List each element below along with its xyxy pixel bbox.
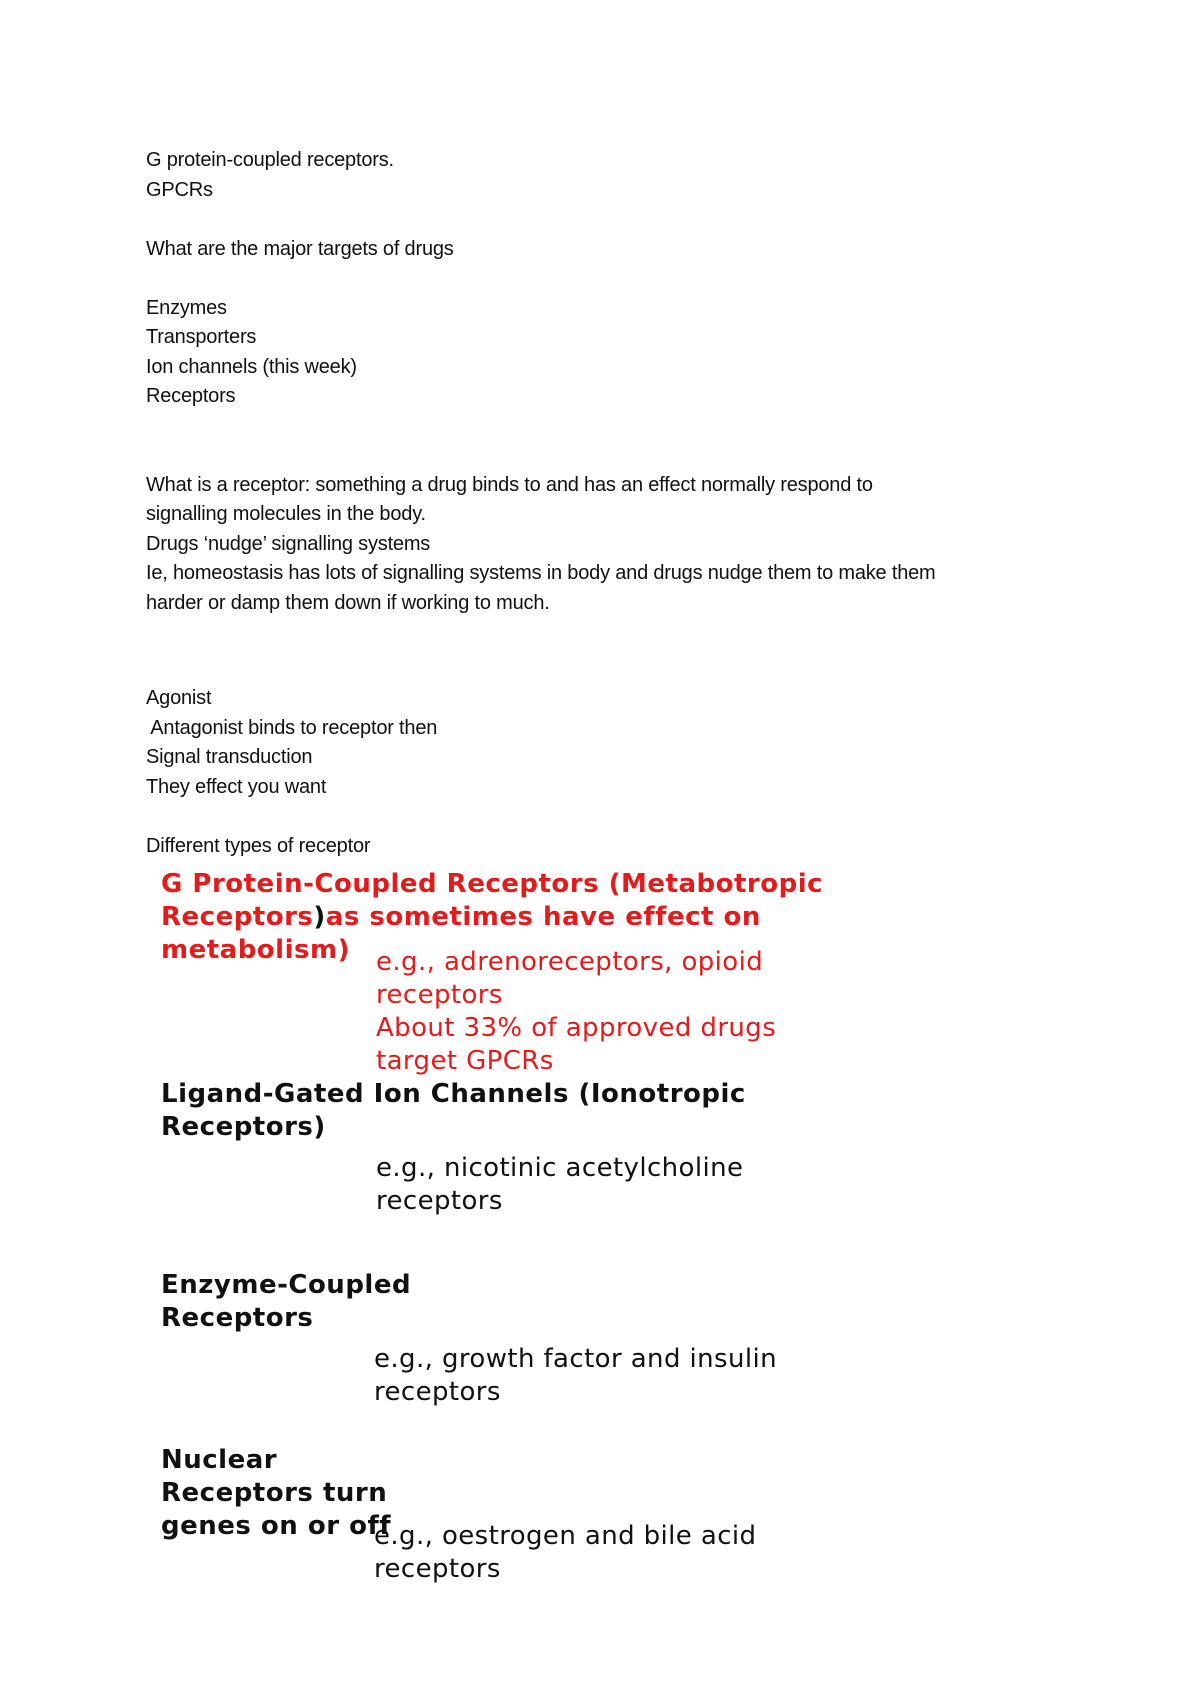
nuclear-description-line: e.g., oestrogen and bile acid bbox=[374, 1521, 757, 1551]
enzyme-coupled-description-line: e.g., growth factor and insulin bbox=[374, 1344, 777, 1374]
ligand-gated-description-line: e.g., nicotinic acetylcholine bbox=[376, 1153, 744, 1183]
homeostasis-line: Ie, homeostasis has lots of signalling systems in body and drugs nudge them to make them bbox=[146, 562, 936, 584]
gpcr-description-line: About 33% of approved drugs bbox=[376, 1013, 777, 1043]
gpcr-heading-part: as sometimes have effect on bbox=[325, 902, 761, 932]
targets-question: What are the major targets of drugs bbox=[146, 237, 454, 260]
gpcr-heading-line bbox=[161, 901, 823, 934]
nuclear-heading-line: Nuclear bbox=[161, 1445, 278, 1475]
nuclear-description-line: receptors bbox=[374, 1554, 501, 1584]
target-item: Receptors bbox=[146, 385, 236, 407]
doc-title: G protein-coupled receptors. bbox=[146, 149, 394, 171]
gpcr-heading-paren: ) bbox=[313, 902, 326, 932]
nuclear-heading-line: Receptors turn bbox=[161, 1478, 388, 1508]
nuclear-heading bbox=[161, 1444, 391, 1543]
gpcr-heading-line: metabolism) bbox=[161, 935, 350, 965]
effect-line: They effect you want bbox=[146, 775, 327, 798]
target-item: Transporters bbox=[146, 326, 257, 348]
receptor-definition-line: signalling molecules in the body. bbox=[146, 503, 426, 525]
ligand-gated-description bbox=[376, 1152, 743, 1218]
nudge-line: Drugs ‘nudge’ signalling systems bbox=[146, 532, 431, 555]
ligand-gated-heading bbox=[161, 1078, 746, 1144]
doc-subtitle: GPCRs bbox=[146, 178, 213, 201]
nuclear-description bbox=[374, 1520, 756, 1586]
receptor-types-heading: Different types of receptor bbox=[146, 834, 371, 857]
gpcr-description-line: receptors bbox=[376, 980, 503, 1010]
target-item: Enzymes bbox=[146, 296, 227, 319]
gpcr-heading-line: G Protein-Coupled Receptors (Metabotropic bbox=[161, 869, 824, 899]
nuclear-heading-line: genes on or off bbox=[161, 1511, 392, 1541]
lecture-notes bbox=[146, 146, 1066, 861]
enzyme-coupled-heading-line: Enzyme-Coupled bbox=[161, 1270, 412, 1300]
enzyme-coupled-heading-line: Receptors bbox=[161, 1303, 314, 1333]
ligand-gated-heading-line: Ligand-Gated Ion Channels (Ionotropic bbox=[161, 1079, 746, 1109]
enzyme-coupled-description-line: receptors bbox=[374, 1377, 501, 1407]
enzyme-coupled-description bbox=[374, 1343, 777, 1409]
gpcr-description-line: e.g., adrenoreceptors, opioid bbox=[376, 947, 764, 977]
homeostasis-line: harder or damp them down if working to much. bbox=[146, 591, 550, 614]
gpcr-description bbox=[376, 946, 776, 1078]
enzyme-coupled-heading bbox=[161, 1269, 411, 1335]
antagonist-line: Antagonist binds to receptor then bbox=[146, 716, 438, 739]
receptor-definition-line: What is a receptor: something a drug binds to and has an effect normally respond to bbox=[146, 473, 873, 496]
signal-line: Signal transduction bbox=[146, 746, 313, 768]
ligand-gated-description-line: receptors bbox=[376, 1186, 503, 1216]
gpcr-description-line: target GPCRs bbox=[376, 1046, 554, 1076]
target-item: Ion channels (this week) bbox=[146, 355, 357, 378]
gpcr-heading-part: Receptors bbox=[161, 902, 314, 932]
agonist-line: Agonist bbox=[146, 687, 212, 709]
ligand-gated-heading-line: Receptors) bbox=[161, 1112, 326, 1142]
